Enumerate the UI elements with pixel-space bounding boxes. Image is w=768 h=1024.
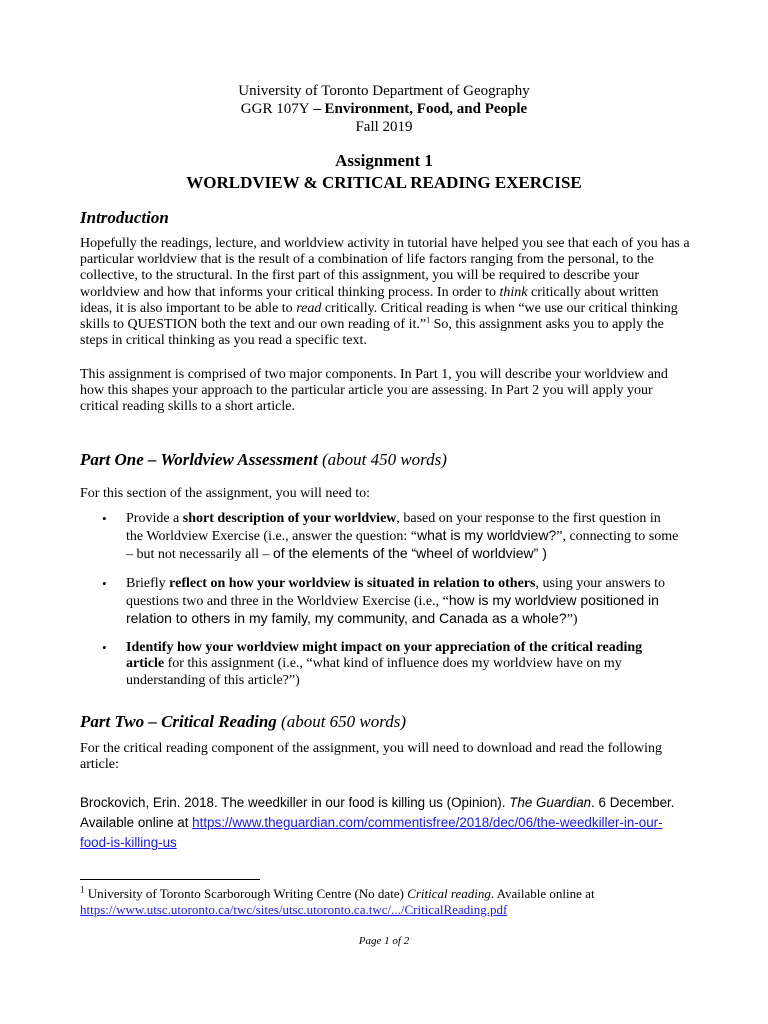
- article-link[interactable]: https://www.theguardian.com/commentisfree/2018/dec/06/the-weedkiller-in-our-food-is-killing-us: [80, 815, 663, 850]
- page-number: Page 1 of 2: [358, 935, 410, 947]
- part-one-intro: For this section of the assignment, you will need to:: [80, 486, 371, 501]
- part-one-bullet-list: [80, 511, 680, 701]
- footnote: $^1$ University of Toronto Scarborough Writing Centre (No date) Critical reading. Available online at https://www.utsc.utoronto.ca/twc/sites/utsc.utoronto.ca.twc/.../CriticalReading.pdf: [80, 884, 595, 917]
- header-term: Fall 2019: [355, 119, 413, 135]
- list-item: • Provide a short description of your worldview, based on your response to the first question in the Worldview Exercise (i.e., answer the question: “what is my worldview?”, connecting to some – but not necessarily all – of the elements of the “wheel of worldview” ): [80, 511, 680, 564]
- footnote-number: 1: [80, 884, 85, 895]
- header-university: University of Toronto Department of Geography: [238, 83, 530, 99]
- assignment-title: WORLDVIEW & CRITICAL READING EXERCISE: [186, 173, 582, 192]
- article-citation: Brockovich, Erin. 2018. The weedkiller in our food is killing us (Opinion). The Guardian. 6 December. Available online at https://www.theguardian.com/commentisfree/2018/dec/06/the-weedkiller-in-our-food-is-killing-us: [80, 795, 675, 850]
- list-item: • Identify how your worldview might impact on your appreciation of the critical reading article for this assignment (i.e., “what kind of influence does my worldview have on my understanding of this article?”): [80, 640, 680, 689]
- footnote-ref: 1: [426, 315, 431, 325]
- list-item: • Briefly reflect on how your worldview is situated in relation to others, using your answers to questions two and three in the Worldview Exercise (i.e., “how is my worldview positioned in relation to others in my family, my community, and Canada as a whole?”): [80, 576, 680, 629]
- course-code: GGR 107Y: [240, 101, 310, 117]
- part-two-intro: For the critical reading component of the assignment, you will need to download and read the following article:: [80, 741, 663, 773]
- assignment-number: Assignment 1: [335, 151, 433, 170]
- footnote-divider: [80, 879, 260, 880]
- introduction-heading: Introduction: [80, 208, 169, 227]
- header-course: [0, 100, 768, 119]
- introduction-paragraph-2: This assignment is comprised of two major components. In Part 1, you will describe your worldview and how this shapes your approach to the particular article you are assessing. In Part 2 you will apply your critical reading skills to a short article.: [80, 367, 668, 415]
- footnote-link[interactable]: https://www.utsc.utoronto.ca/twc/sites/utsc.utoronto.ca.twc/.../CriticalReading.pdf: [80, 902, 508, 917]
- course-title: – Environment, Food, and People: [309, 101, 528, 117]
- publication-name: The Guardian: [509, 795, 592, 810]
- introduction-paragraph-1: Hopefully the readings, lecture, and worldview activity in tutorial have helped you see that each of you has a particular worldview that is the result of a combination of life factors ranging from the personal, to the collective, to the structural. In the first part of this assignment, you will be required to describe your worldview and how that informs your critical thinking process. In order to think critically about written ideas, it is also important to be able to read critically. Critical reading is when “we use our critical thinking skills to QUESTION both the text and our own reading of it.”$^1$ So, this assignment asks you to apply the steps in critical thinking as you read a specific text.: [80, 236, 690, 349]
- part-one-heading: Part One – Worldview Assessment (about 450 words): [80, 450, 447, 469]
- part-two-heading: Part Two – Critical Reading (about 650 words): [80, 712, 407, 731]
